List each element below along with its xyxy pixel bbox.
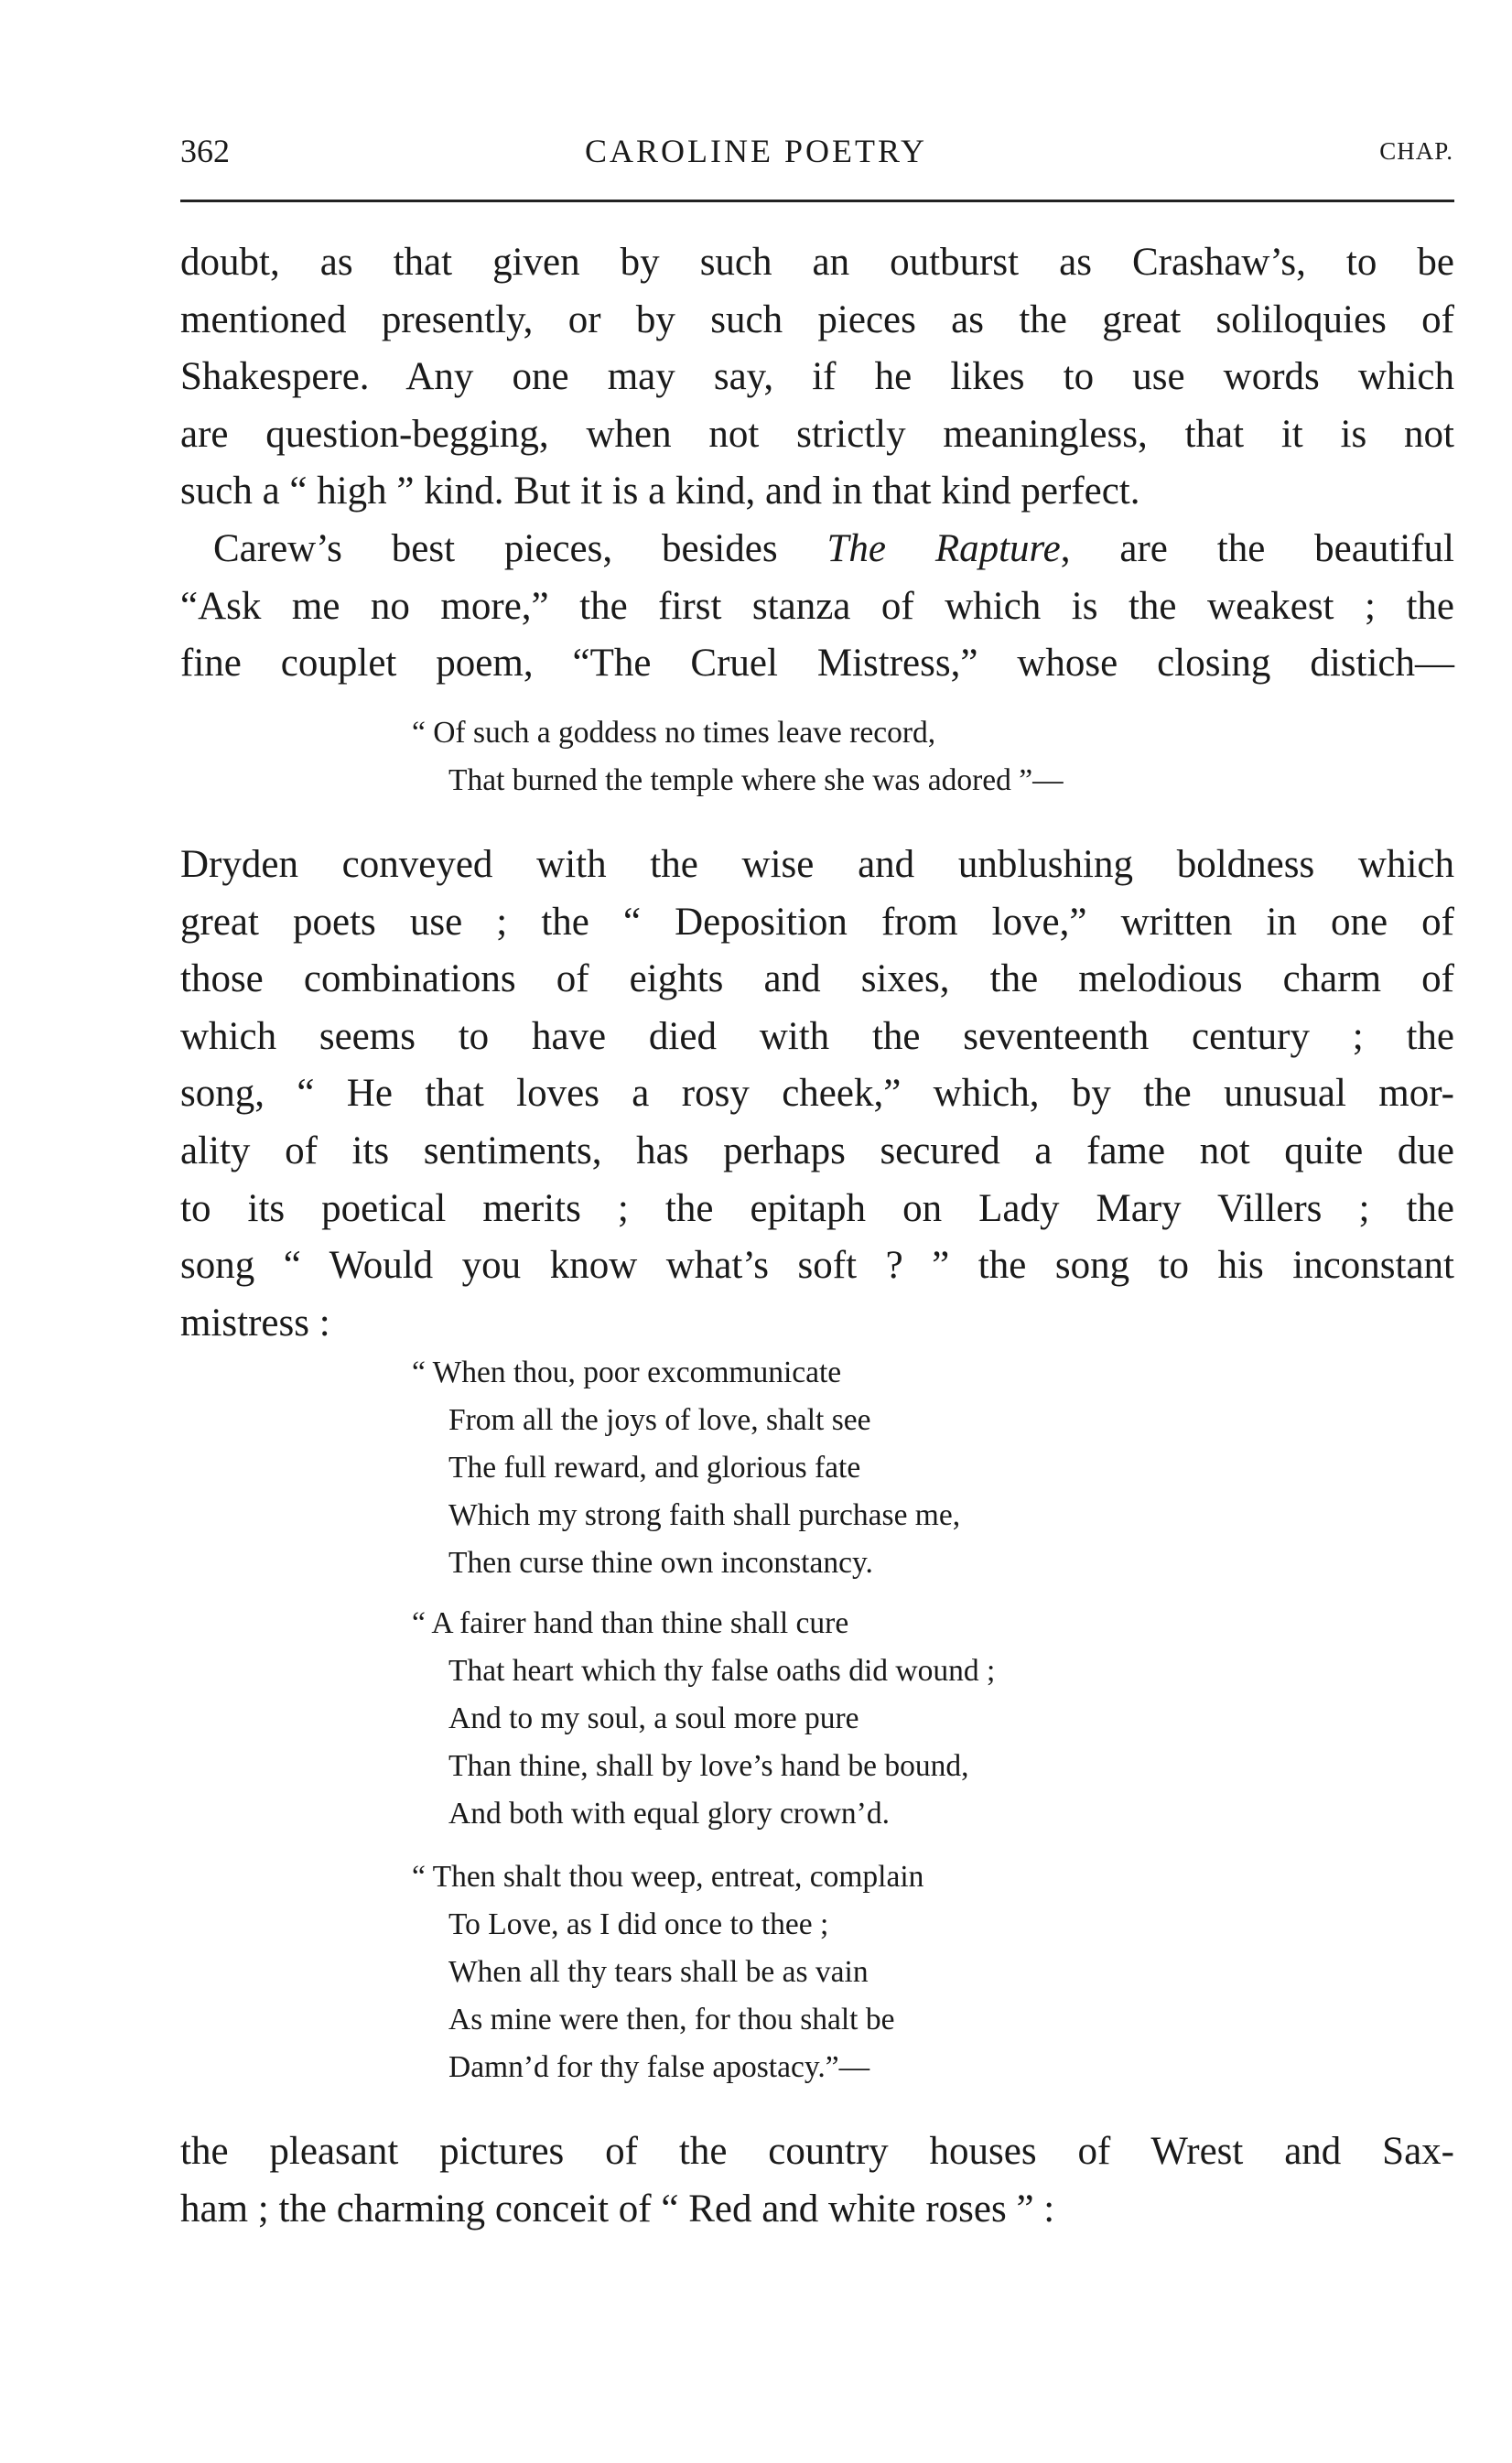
verse-line: Then curse thine own inconstancy. xyxy=(448,1546,873,1580)
text-line: the pleasant pictures of the country houses of Wrest and Sax- xyxy=(180,2130,1454,2173)
text-line: fine couplet poem, “The Cruel Mistress,” whose closing distich— xyxy=(180,642,1454,686)
verse-line: Which my strong faith shall purchase me, xyxy=(448,1498,961,1532)
verse-line: The full reward, and glorious fate xyxy=(448,1451,861,1485)
text-line: ality of its sentiments, has perhaps secured a fame not quite due xyxy=(180,1129,1454,1172)
text-line: which seems to have died with the seventeenth century ; the xyxy=(180,1014,1454,1058)
text-line: such a “ high ” kind. But it is a kind, and in that kind perfect. xyxy=(180,470,1140,513)
paragraph-2 xyxy=(180,521,1454,693)
quotation xyxy=(412,709,1064,805)
verse-line: When all thy tears shall be as vain xyxy=(448,1955,869,1989)
verse-line: That heart which thy false oaths did wound ; xyxy=(448,1654,996,1688)
text-span: , are the beautiful xyxy=(1060,527,1454,570)
text-line: to its poetical merits ; the epitaph on Lady Mary Villers ; the xyxy=(180,1186,1454,1230)
verse-line: Than thine, shall by love’s hand be bound, xyxy=(448,1749,969,1783)
verse-line: From all the joys of love, shalt see xyxy=(448,1403,871,1437)
text-line: ham ; the charming conceit of “ Red and white roses ” : xyxy=(180,2187,1055,2231)
verse-line: And to my soul, a soul more pure xyxy=(448,1701,859,1735)
text-line: doubt, as that given by such an outburst as Crashaw’s, to be xyxy=(180,241,1454,284)
verse-line: To Love, as I did once to thee ; xyxy=(448,1907,829,1941)
running-title: CAROLINE POETRY xyxy=(584,133,927,169)
text-line xyxy=(180,521,1454,578)
verse-line: “ A fairer hand than thine shall cure xyxy=(412,1606,849,1640)
verse-line: Damn’d for thy false apostacy.”— xyxy=(448,2050,870,2084)
text-line: great poets use ; the “ Deposition from love,” written in one of xyxy=(180,900,1454,944)
text-line: mentioned presently, or by such pieces as the great soliloquies of xyxy=(180,297,1454,341)
paragraph-4 xyxy=(180,2123,1454,2238)
poem-stanza-2 xyxy=(412,1600,995,1838)
italic-title: The Rapture xyxy=(826,527,1061,570)
text-line: song “ Would you know what’s soft ? ” the song to his inconstant xyxy=(180,1244,1454,1288)
text-line: are question-begging, when not strictly meaningless, that it is not xyxy=(180,412,1454,456)
text-line: Dryden conveyed with the wise and unblushing boldness which xyxy=(180,843,1454,886)
chapter-label: CHAP. xyxy=(1379,137,1453,165)
header-rule xyxy=(180,200,1454,202)
verse-line: And both with equal glory crown’d. xyxy=(448,1797,890,1831)
verse-line: As mine were then, for thou shalt be xyxy=(448,2003,895,2036)
text-line: song, “ He that loves a rosy cheek,” which, by the unusual mor- xyxy=(180,1072,1454,1116)
poem-stanza-1 xyxy=(412,1349,960,1587)
paragraph-1 xyxy=(180,234,1454,521)
poem-stanza-3 xyxy=(412,1853,923,2091)
text-line: Shakespere. Any one may say, if he likes to use words which xyxy=(180,355,1454,399)
paragraph-3 xyxy=(180,837,1454,1352)
verse-line: “ Then shalt thou weep, entreat, complain xyxy=(412,1860,924,1894)
text-line: mistress : xyxy=(180,1301,330,1345)
text-line: “Ask me no more,” the first stanza of which is the weakest ; the xyxy=(180,584,1454,628)
verse-line: That burned the temple where she was adored ”— xyxy=(448,763,1064,797)
text-line: those combinations of eights and sixes, the melodious charm of xyxy=(180,957,1454,1001)
page-number: 362 xyxy=(180,133,230,169)
paragraph-2-lines xyxy=(180,578,1454,693)
verse-line: “ Of such a goddess no times leave record, xyxy=(412,716,936,750)
text-span: Carew’s best pieces, besides xyxy=(213,527,827,570)
verse-line: “ When thou, poor excommunicate xyxy=(412,1356,842,1389)
